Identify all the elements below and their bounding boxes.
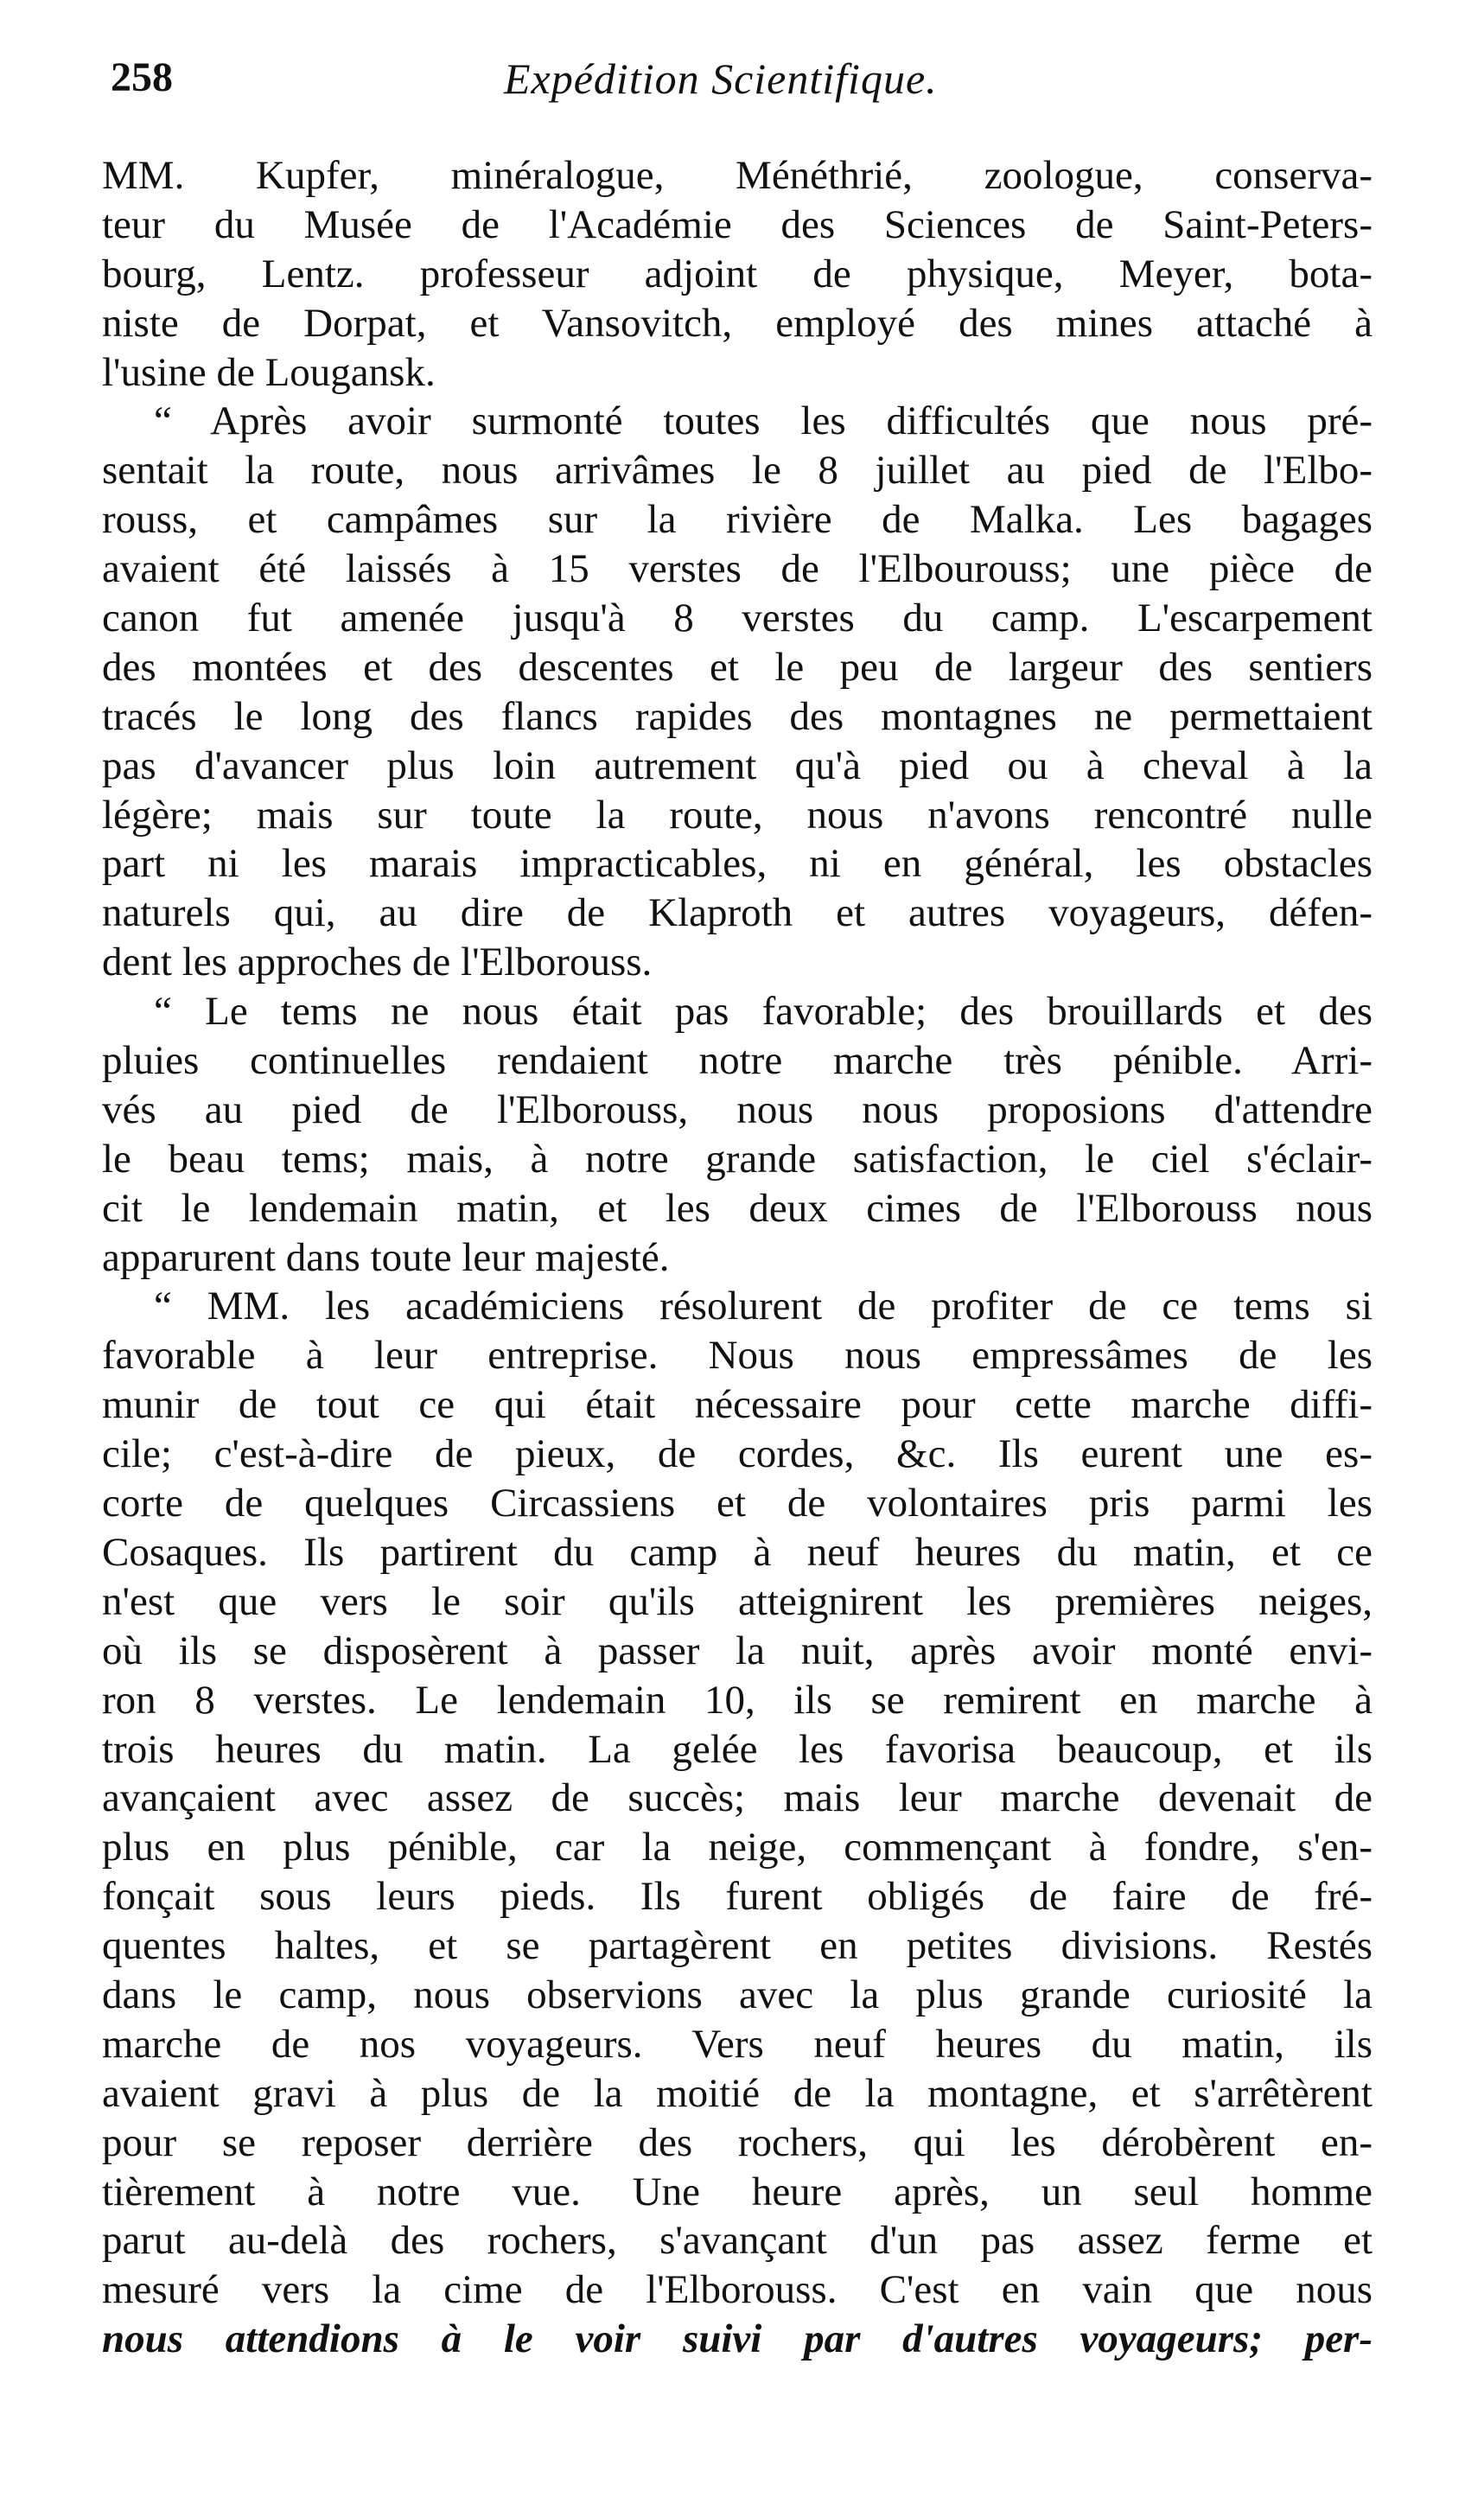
text-line: tracés le long des flancs rapides des montagnes ne permettaient	[102, 693, 1373, 739]
text-line: Cosaques. Ils partirent du camp à neuf heures du matin, et ce	[102, 1529, 1373, 1575]
text-line: n'est que vers le soir qu'ils atteignirent les premières neiges,	[102, 1578, 1373, 1624]
running-head	[111, 54, 1364, 123]
text-line: mesuré vers la cime de l'Elborouss. C'est en vain que nous	[102, 2267, 1373, 2313]
text-line: des montées et des descentes et le peu de largeur des sentiers	[102, 644, 1373, 690]
page-number: 258	[111, 54, 173, 100]
text-line: apparurent dans toute leur majesté.	[102, 1234, 670, 1280]
text-line: sentait la route, nous arrivâmes le 8 juillet au pied de l'Elbo-	[102, 448, 1373, 494]
text-line: avançaient avec assez de succès; mais leur marche devenait de	[102, 1775, 1373, 1821]
text-line: pour se reposer derrière des rochers, qui les dérobèrent en-	[102, 2119, 1373, 2165]
text-line: rouss, et campâmes sur la rivière de Malka. Les bagages	[102, 497, 1373, 543]
text-line: fonçait sous leurs pieds. Ils furent obligés de faire de fré-	[102, 1874, 1373, 1920]
header-title: Expédition Scientifique.	[504, 54, 938, 103]
text-line: teur du Musée de l'Académie des Sciences de Saint-Peters-	[102, 201, 1373, 247]
text-line: trois heures du matin. La gelée les favorisa beaucoup, et ils	[102, 1726, 1373, 1772]
text-line: cile; c'est-à-dire de pieux, de cordes, &c. Ils eurent une es-	[102, 1431, 1373, 1477]
body-text	[102, 151, 1373, 2364]
text-line: “ MM. les académiciens résolurent de profiter de ce tems si	[154, 1284, 1373, 1329]
text-line: dans le camp, nous observions avec la plus grande curiosité la	[102, 1972, 1373, 2017]
text-line: parut au-delà des rochers, s'avançant d'un pas assez ferme et	[102, 2218, 1373, 2264]
text-line: bourg, Lentz. professeur adjoint de physique, Meyer, bota-	[102, 251, 1373, 296]
text-line: MM. Kupfer, minéralogue, Ménéthrié, zoologue, conserva-	[102, 153, 1373, 198]
text-line: munir de tout ce qui était nécessaire pour cette marche diffi-	[102, 1382, 1373, 1428]
text-line: corte de quelques Circassiens et de volontaires pris parmi les	[102, 1481, 1373, 1526]
text-line: niste de Dorpat, et Vansovitch, employé des mines attaché à	[102, 300, 1373, 346]
text-line: tièrement à notre vue. Une heure après, un seul homme	[102, 2169, 1373, 2214]
text-line: cit le lendemain matin, et les deux cimes de l'Elborouss nous	[102, 1185, 1373, 1231]
text-line: où ils se disposèrent à passer la nuit, après avoir monté envi-	[102, 1628, 1373, 1673]
text-line: “ Le tems ne nous était pas favorable; des brouillards et des	[154, 989, 1373, 1035]
text-line: pluies continuelles rendaient notre marche très pénible. Arri-	[102, 1038, 1373, 1084]
text-line: vés au pied de l'Elborouss, nous nous proposions d'attendre	[102, 1086, 1373, 1132]
text-line: plus en plus pénible, car la neige, commençant à fondre, s'en-	[102, 1825, 1373, 1870]
text-line: pas d'avancer plus loin autrement qu'à pied ou à cheval à la	[102, 742, 1373, 788]
text-line: canon fut amenée jusqu'à 8 verstes du camp. L'escarpement	[102, 596, 1373, 641]
text-line: “ Après avoir surmonté toutes les difficultés que nous pré-	[154, 398, 1373, 444]
text-line: naturels qui, au dire de Klaproth et autres voyageurs, défen-	[102, 890, 1373, 936]
text-line: le beau tems; mais, à notre grande satisfaction, le ciel s'éclair-	[102, 1136, 1373, 1182]
text-line: avaient gravi à plus de la moitié de la montagne, et s'arrêtèrent	[102, 2070, 1373, 2116]
text-line: avaient été laissés à 15 verstes de l'Elbourouss; une pièce de	[102, 546, 1373, 592]
text-line: l'usine de Lougansk.	[102, 349, 436, 395]
text-line: favorable à leur entreprise. Nous nous empressâmes de les	[102, 1333, 1373, 1379]
text-line: quentes haltes, et se partagèrent en petites divisions. Restés	[102, 1923, 1373, 1969]
text-line: part ni les marais impracticables, ni en général, les obstacles	[102, 841, 1373, 887]
text-line: nous attendions à le voir suivi par d'autres voyageurs; per-	[102, 2316, 1373, 2362]
text-line: dent les approches de l'Elborouss.	[102, 940, 653, 985]
text-line: marche de nos voyageurs. Vers neuf heures du matin, ils	[102, 2021, 1373, 2067]
text-line: ron 8 verstes. Le lendemain 10, ils se remirent en marche à	[102, 1677, 1373, 1723]
text-line: légère; mais sur toute la route, nous n'avons rencontré nulle	[102, 792, 1373, 838]
